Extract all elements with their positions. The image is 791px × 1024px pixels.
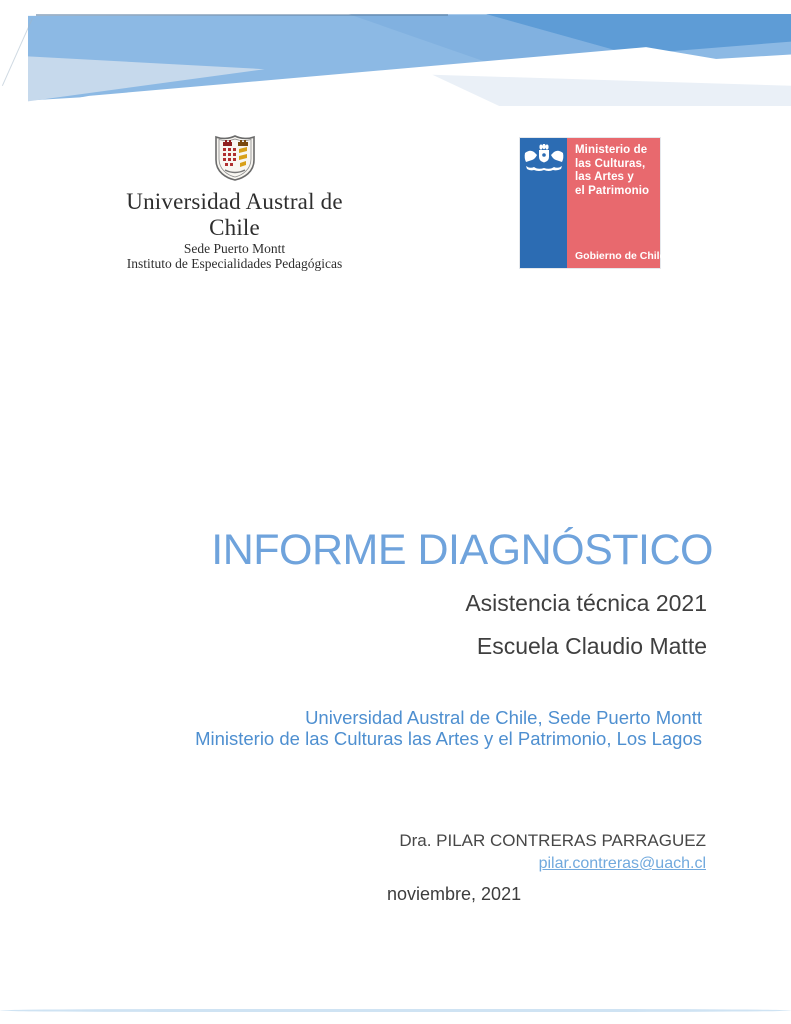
- institution-line-ministry: Ministerio de las Culturas las Artes y el Patrimonio, Los Lagos: [195, 727, 702, 749]
- banner-top-edge: [36, 14, 448, 16]
- ministry-red-panel: [567, 138, 666, 268]
- uach-shield-icon: [213, 134, 257, 187]
- institutions-block: [195, 708, 702, 749]
- ministry-title: [575, 144, 649, 198]
- ministry-title-line3: las Artes y: [575, 171, 634, 183]
- ministry-title-line2: las Culturas,: [575, 157, 646, 170]
- subtitle-school: Escuela Claudio Matte: [476, 633, 707, 659]
- subtitle-block: [465, 590, 707, 676]
- page-title: INFORME DIAGNÓSTICO: [211, 526, 713, 574]
- chile-coat-of-arms-icon: [523, 144, 565, 179]
- author-block: [399, 831, 706, 873]
- uach-institute: Instituto de Especialidades Pedagógicas: [126, 256, 343, 271]
- ministry-title-line4: el Patrimonio: [575, 184, 650, 197]
- ministry-logo: [520, 138, 666, 268]
- ministry-title-line1: Ministerio de: [575, 144, 648, 156]
- ministry-blue-panel: [520, 138, 567, 268]
- uach-name: Universidad Austral de Chile: [126, 189, 343, 240]
- uach-campus: Sede Puerto Montt: [183, 241, 286, 256]
- author-email-link[interactable]: pilar.contreras@uach.cl: [538, 855, 706, 872]
- document-date: noviembre, 2021: [387, 884, 522, 904]
- institution-line-uach: Universidad Austral de Chile, Sede Puerto Montt: [305, 707, 702, 728]
- bottom-scan-line: [0, 1009, 791, 1012]
- header-banner-decoration: [28, 14, 791, 106]
- uach-logo-block: [112, 134, 357, 271]
- gobierno-de-chile-label: Gobierno de Chile: [575, 250, 666, 262]
- author-name: Dra. PILAR CONTRERAS PARRAGUEZ: [399, 831, 706, 850]
- subtitle-assistance: Asistencia técnica 2021: [465, 590, 707, 616]
